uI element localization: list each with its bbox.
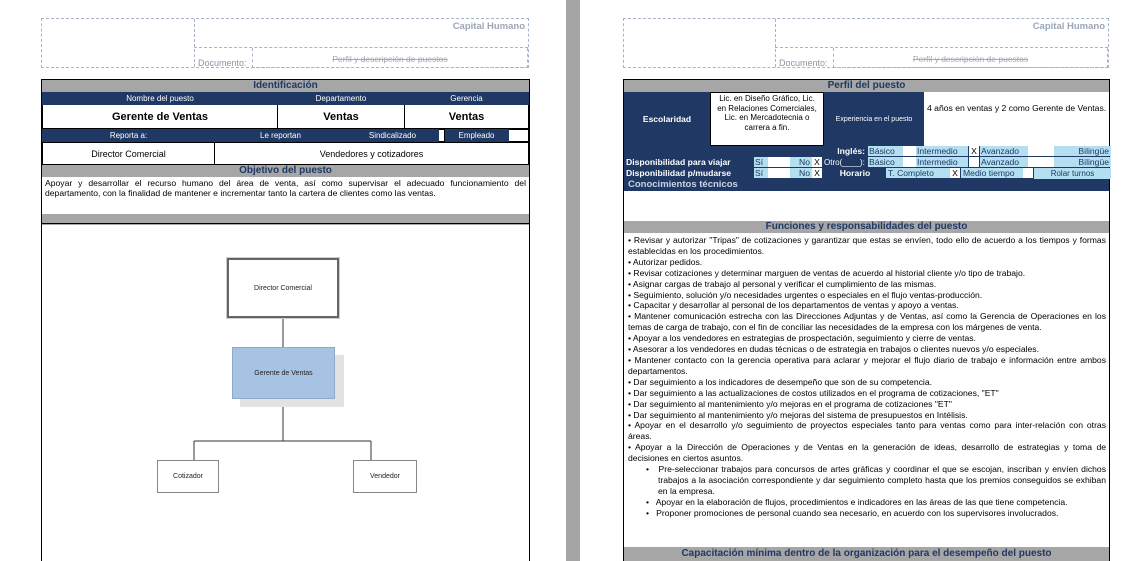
header-sindicalizado: Sindicalizado bbox=[347, 130, 439, 142]
viajar-no[interactable]: No bbox=[790, 157, 812, 167]
mudarse-no-mark[interactable]: X bbox=[812, 168, 822, 178]
otro-basico[interactable]: Básico bbox=[868, 157, 903, 167]
ingles-avanzado-box[interactable] bbox=[1028, 146, 1054, 156]
objetivo-title: Objetivo del puesto bbox=[42, 165, 529, 177]
company-name: Capital Humano bbox=[1032, 21, 1105, 32]
otro-avanzado[interactable]: Avanzado bbox=[980, 157, 1028, 167]
funcion-item: • Seguimiento, solución y/o necesidades urgentes o especiales en el flujo ventas-producción. bbox=[628, 289, 983, 300]
horario-completo[interactable]: T. Completo bbox=[886, 168, 950, 178]
funcion-item: • Revisar y autorizar "Tripas" de cotizaciones y garantizar que estas se envíen, todo ello de acuerdo a los tiempos y formas establecidas en los procedimientos. bbox=[628, 235, 1106, 256]
escolaridad-row bbox=[624, 92, 1109, 146]
otro-intermedio[interactable]: Intermedio bbox=[916, 157, 968, 167]
departamento-value: Ventas bbox=[278, 105, 405, 129]
funcion-item: • Autorizar pedidos. bbox=[628, 256, 703, 267]
funcion-item: • Apoyar a la Dirección de Operaciones y de Ventas en la generación de ideas, desarrollo de estrategias y toma de decisiones en ciertos asuntos. bbox=[628, 442, 1106, 464]
viajar-si[interactable]: Sí bbox=[754, 157, 768, 167]
experiencia-value: 4 años en ventas y 2 como Gerente de Ventas. bbox=[927, 103, 1107, 113]
header-departamento: Departamento bbox=[278, 93, 405, 105]
puesto-value: Gerente de Ventas bbox=[43, 105, 278, 129]
org-chart bbox=[42, 223, 529, 561]
company-name: Capital Humano bbox=[452, 21, 525, 32]
escolaridad-value: Lic. en Diseño Gráfico, Lic. en Relaciones Comerciales, Lic. en Mercadotecnia o carrera a fin. bbox=[710, 92, 824, 146]
viajar-no-mark[interactable]: X bbox=[812, 157, 822, 167]
identificacion-title: Identificación bbox=[42, 80, 529, 92]
sub-funcion-item: • Apoyar en la elaboración de flujos, procedimientos e indicadores en las áreas de las que tiene competencia. bbox=[646, 496, 1068, 507]
header-empleado: Empleado bbox=[445, 130, 509, 142]
header-gerencia: Gerencia bbox=[405, 93, 529, 105]
horario-medio-box[interactable] bbox=[1023, 168, 1033, 178]
funciones-list bbox=[624, 233, 1109, 519]
documento-label: Documento: bbox=[779, 58, 828, 68]
ingles-bilingue[interactable]: Bilingüe bbox=[1054, 146, 1111, 156]
capacitacion-title: Capacitación mínima dentro de la organización para el desempeño del puesto bbox=[624, 547, 1109, 561]
header-reporta: Reporta a: bbox=[43, 130, 215, 142]
page-1 bbox=[0, 0, 566, 561]
otro-label: Otro(____): bbox=[824, 158, 865, 167]
funcion-item: • Dar seguimiento al mantenimiento y/o mejoras en el programa de cotizaciones "ET" bbox=[628, 398, 952, 409]
conocimientos-title: Conocimientos técnicos bbox=[624, 179, 1109, 191]
funcion-item: • Dar seguimiento al mantenimiento y/o mejoras del sistema de presupuestos en Intélisis. bbox=[628, 409, 968, 420]
mudarse-si-box[interactable] bbox=[768, 168, 790, 178]
sub-funcion-item: • Pre-seleccionar trabajos para concursos de artes gráficas y coordinar el que se escojan, inscriban y envíen dichos trabajos a la asociación correspondiente y dar seguimiento completo hasta que los premios conseguidos se exhiban en la empresa. bbox=[646, 464, 1107, 496]
reporta-table bbox=[42, 129, 529, 142]
horario-label: Horario bbox=[839, 168, 871, 178]
sub-funcion-item: • Proponer promociones de personal cuando sea necesario, en acuerdo con los supervisores involucrados. bbox=[646, 507, 1059, 518]
funcion-item: • Apoyar en el desarrollo y/o seguimiento de proyectos especiales tanto para ventas como para inter-relación con otras áreas. bbox=[628, 420, 1107, 442]
funcion-item: • Dar seguimiento a los indicadores de desempeño que son de su competencia. bbox=[628, 376, 932, 387]
header-nombre: Nombre del puesto bbox=[43, 93, 278, 105]
funcion-item: • Apoyar a los vendedores en estrategias de prospectación, seguimiento y cierre de ventas. bbox=[628, 333, 976, 344]
horario-medio[interactable]: Medio tiempo bbox=[961, 168, 1023, 178]
funciones-title: Funciones y responsabilidades del puesto bbox=[624, 221, 1109, 233]
page-header bbox=[623, 18, 1109, 68]
org-node-director[interactable]: Director Comercial bbox=[227, 258, 339, 318]
page-header bbox=[41, 18, 529, 68]
doc-title: Perfil y descripción de puestos bbox=[912, 54, 1029, 64]
org-node-vendedor[interactable]: Vendedor bbox=[353, 460, 417, 493]
le-reportan-value: Vendedores y cotizadores bbox=[215, 143, 529, 165]
funcion-item: • Revisar cotizaciones y determinar marguen de ventas de acuerdo al historial cliente y/o tipo de trabajo. bbox=[628, 267, 1026, 278]
viajar-label: Disponibilidad para viajar bbox=[626, 157, 731, 167]
experiencia-label: Experiencia en el puesto bbox=[824, 92, 924, 146]
otro-intermedio-box[interactable] bbox=[969, 157, 979, 167]
ingles-basico[interactable]: Básico bbox=[868, 146, 903, 156]
gerencia-value: Ventas bbox=[405, 105, 529, 129]
empleado-checkbox[interactable] bbox=[509, 130, 529, 142]
funcion-item: • Mantener comunicación estrecha con las Direcciones Adjuntas y de Ventas, así como la Gerencia de Operaciones en los temas de carga de trabajo, con el fin de conciliar las necesidades de la empresa con los márgenes de venta. bbox=[628, 311, 1106, 333]
objetivo-text: Apoyar y desarrollar el recurso humano del área de venta, así como supervisar el adecuado funcionamiento del departamento, con la finalidad de mantener e incrementar tanto la cartera de clientes como las ventas. bbox=[45, 178, 526, 198]
page-gap bbox=[566, 0, 580, 561]
otro-bilingue[interactable]: Bilingüe bbox=[1054, 157, 1111, 167]
funcion-item: • Capacitar y desarrollar al personal de los departamentos de ventas y apoyo a ventas. bbox=[628, 300, 959, 311]
conocimientos-field[interactable] bbox=[624, 191, 1109, 221]
disponibilidad-block bbox=[624, 146, 1109, 179]
page-2 bbox=[580, 0, 1143, 561]
funcion-item: • Dar seguimiento a las actualizaciones de costos utilizados en el programa de cotizaciones, "ET" bbox=[628, 387, 999, 398]
perfil-section bbox=[623, 79, 1110, 561]
otro-avanzado-box[interactable] bbox=[1028, 157, 1054, 167]
ingles-avanzado[interactable]: Avanzado bbox=[980, 146, 1028, 156]
org-node-cotizador[interactable]: Cotizador bbox=[157, 460, 219, 493]
funcion-item: • Asignar cargas de trabajo al personal y verificar el cumplimiento de las mismas. bbox=[628, 278, 937, 289]
mudarse-label: Disponibilidad p/mudarse bbox=[626, 168, 732, 178]
funcion-item: • Asesorar a los vendedores en dudas técnicas o de estrategia en trabajos o clientes nuevos y/o especiales. bbox=[628, 344, 1039, 355]
documento-label: Documento: bbox=[198, 58, 247, 68]
otro-basico-box[interactable] bbox=[903, 157, 916, 167]
ingles-intermedio-mark[interactable]: X bbox=[969, 146, 979, 156]
mudarse-si[interactable]: Sí bbox=[754, 168, 768, 178]
ingles-intermedio[interactable]: Intermedio bbox=[916, 146, 968, 156]
header-le-reportan: Le reportan bbox=[215, 130, 347, 142]
org-node-gerente[interactable]: Gerente de Ventas bbox=[232, 347, 335, 399]
horario-completo-mark[interactable]: X bbox=[950, 168, 960, 178]
viajar-si-box[interactable] bbox=[768, 157, 790, 167]
horario-rolar[interactable]: Rolar turnos bbox=[1034, 168, 1111, 179]
mudarse-no[interactable]: No bbox=[790, 168, 812, 178]
identificacion-section bbox=[41, 79, 530, 561]
identificacion-table bbox=[42, 92, 529, 129]
funcion-item: • Mantener contacto con la gerencia operativa para aclarar y mejorar el flujo diario de trabajo e información entre ambos departamentos. bbox=[628, 354, 1106, 376]
doc-title: Perfil y descripción de puestos bbox=[332, 54, 448, 64]
reporta-a-value: Director Comercial bbox=[43, 143, 215, 165]
ingles-basico-box[interactable] bbox=[903, 146, 916, 156]
ingles-label: Inglés: bbox=[837, 146, 865, 156]
escolaridad-label: Escolaridad bbox=[624, 92, 710, 146]
perfil-title: Perfil del puesto bbox=[624, 80, 1109, 92]
